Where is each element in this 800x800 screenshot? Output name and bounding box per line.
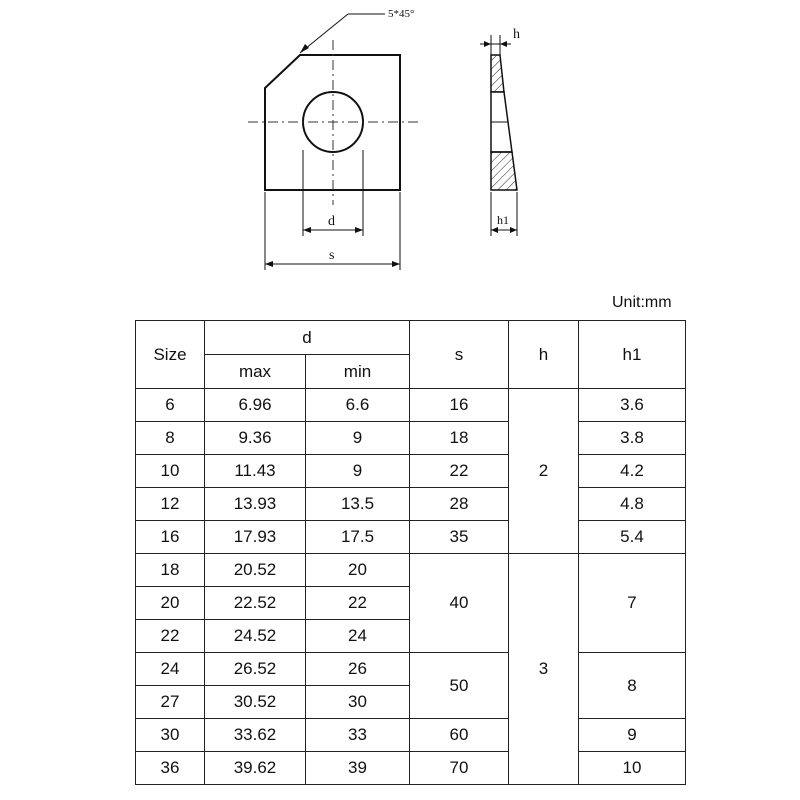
header-row [136, 321, 686, 355]
cell-h: 2 [509, 389, 579, 554]
cell-s: 70 [410, 752, 509, 785]
cell-d-min: 13.5 [306, 488, 410, 521]
cell-size: 10 [136, 455, 205, 488]
cell-size: 30 [136, 719, 205, 752]
cell-h1: 4.2 [579, 455, 686, 488]
cell-size: 24 [136, 653, 205, 686]
h-arrow-left [484, 41, 491, 47]
table-row [136, 521, 686, 554]
side-hatched-bottom [491, 152, 517, 190]
cell-h1: 4.8 [579, 488, 686, 521]
cell-s: 50 [410, 653, 509, 719]
cell-d-min: 33 [306, 719, 410, 752]
cell-d-max: 30.52 [205, 686, 306, 719]
table-row [136, 719, 686, 752]
table-row [136, 422, 686, 455]
cell-d-min: 26 [306, 653, 410, 686]
spec-table [135, 320, 686, 785]
cell-s: 18 [410, 422, 509, 455]
d-arrow-left [303, 227, 311, 233]
cell-d-max: 26.52 [205, 653, 306, 686]
d-arrow-right [355, 227, 363, 233]
table-row [136, 455, 686, 488]
cell-d-max: 39.62 [205, 752, 306, 785]
cell-s: 60 [410, 719, 509, 752]
cell-h1: 3.6 [579, 389, 686, 422]
chamfer-label: 5*45° [388, 8, 415, 20]
cell-d-max: 11.43 [205, 455, 306, 488]
washer-front-view [248, 8, 418, 270]
cell-s: 16 [410, 389, 509, 422]
cell-d-min: 22 [306, 587, 410, 620]
h1-label: h1 [497, 213, 509, 227]
cell-d-min: 39 [306, 752, 410, 785]
unit-label: Unit:mm [612, 294, 672, 311]
cell-d-max: 9.36 [205, 422, 306, 455]
cell-d-max: 6.96 [205, 389, 306, 422]
cell-size: 8 [136, 422, 205, 455]
header-h: h [509, 321, 579, 389]
cell-d-max: 24.52 [205, 620, 306, 653]
cell-size: 12 [136, 488, 205, 521]
cell-h: 3 [509, 554, 579, 785]
table-row [136, 389, 686, 422]
cell-d-max: 22.52 [205, 587, 306, 620]
cell-d-min: 9 [306, 422, 410, 455]
h1-arrow-left [491, 227, 498, 233]
cell-size: 20 [136, 587, 205, 620]
cell-d-max: 20.52 [205, 554, 306, 587]
cell-size: 27 [136, 686, 205, 719]
cell-size: 18 [136, 554, 205, 587]
cell-s: 28 [410, 488, 509, 521]
header-d: d [205, 321, 410, 355]
cell-s: 40 [410, 554, 509, 653]
washer-side-view [480, 27, 520, 236]
cell-size: 16 [136, 521, 205, 554]
cell-h1: 3.8 [579, 422, 686, 455]
h-arrow-right [500, 41, 507, 47]
cell-d-min: 24 [306, 620, 410, 653]
table-row [136, 752, 686, 785]
cell-d-min: 6.6 [306, 389, 410, 422]
header-s: s [410, 321, 509, 389]
header-h1: h1 [579, 321, 686, 389]
s-arrow-left [265, 261, 273, 267]
technical-drawing [0, 0, 800, 290]
d-label: d [328, 214, 335, 229]
cell-size: 22 [136, 620, 205, 653]
cell-d-max: 33.62 [205, 719, 306, 752]
cell-s: 22 [410, 455, 509, 488]
cell-d-max: 17.93 [205, 521, 306, 554]
header-d-min: min [306, 355, 410, 389]
table-row [136, 554, 686, 587]
cell-h1: 8 [579, 653, 686, 719]
cell-h1: 10 [579, 752, 686, 785]
cell-d-min: 9 [306, 455, 410, 488]
table-row [136, 488, 686, 521]
header-size: Size [136, 321, 205, 389]
h1-arrow-right [510, 227, 517, 233]
s-arrow-right [392, 261, 400, 267]
cell-d-max: 13.93 [205, 488, 306, 521]
cell-d-min: 17.5 [306, 521, 410, 554]
h-label: h [513, 27, 520, 42]
cell-s: 35 [410, 521, 509, 554]
cell-h1: 5.4 [579, 521, 686, 554]
chamfer-arrow [300, 44, 309, 53]
cell-size: 6 [136, 389, 205, 422]
cell-d-min: 30 [306, 686, 410, 719]
s-label: s [329, 248, 335, 263]
header-d-max: max [205, 355, 306, 389]
cell-h1: 9 [579, 719, 686, 752]
table-row [136, 653, 686, 686]
cell-h1: 7 [579, 554, 686, 653]
side-hatched-top [491, 55, 504, 92]
cell-d-min: 20 [306, 554, 410, 587]
cell-size: 36 [136, 752, 205, 785]
